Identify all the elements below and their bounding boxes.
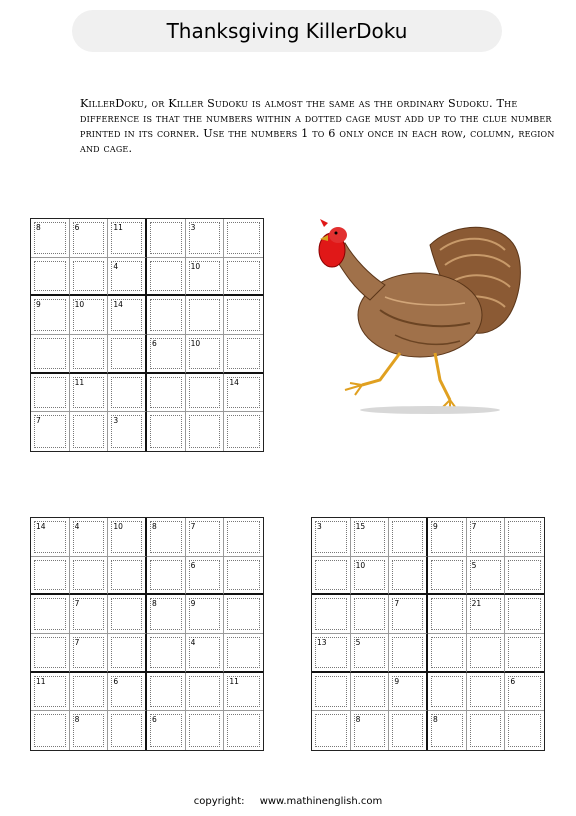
cage-outline	[354, 598, 386, 630]
copyright-site: www.mathinenglish.com	[259, 796, 383, 807]
grid-cell[interactable]	[31, 412, 70, 451]
cage-outline	[315, 598, 347, 630]
cage-clue: 11	[36, 676, 46, 686]
cage-outline	[73, 415, 105, 448]
copyright-label: copyright:	[193, 796, 245, 807]
cage-outline	[227, 598, 260, 630]
grid-cell[interactable]	[312, 673, 351, 712]
grid-cell[interactable]	[389, 711, 428, 750]
cage-clue: 8	[74, 715, 80, 725]
grid-cell[interactable]	[108, 219, 147, 258]
grid-cell[interactable]	[224, 673, 263, 712]
grid-cell[interactable]	[31, 634, 70, 673]
cage-clue: 6	[510, 676, 516, 686]
cage-clue: 21	[471, 599, 482, 609]
cage-clue: 5	[471, 560, 477, 570]
cage-outline	[111, 637, 142, 668]
instructions-text: KillerDoku, or Killer Sudoku is almost the same as the ordinary Sudoku. The difference is that the numbers within a dotted cage must add up to the clue number printed in its corner. Use the numbers 1 to 6 only once in each row, column, region and cage.	[80, 97, 555, 155]
cage-outline	[34, 714, 66, 747]
grid-cell[interactable]	[147, 258, 186, 297]
cage-outline	[431, 560, 463, 591]
grid-cell[interactable]	[351, 673, 390, 712]
cage-outline	[354, 676, 386, 708]
grid-cell[interactable]	[351, 557, 390, 596]
grid-cell[interactable]	[31, 374, 70, 413]
cage-outline	[227, 714, 260, 747]
cage-outline	[73, 560, 105, 591]
cage-outline	[431, 637, 463, 668]
grid-cell[interactable]	[467, 557, 506, 596]
cage-outline	[227, 560, 260, 591]
grid-cell[interactable]	[147, 673, 186, 712]
grid-cell[interactable]	[505, 557, 544, 596]
cage-clue: 7	[74, 599, 80, 609]
grid-cell[interactable]	[312, 595, 351, 634]
cage-clue: 14	[229, 377, 239, 387]
cage-clue: 7	[394, 599, 400, 609]
cage-clue: 10	[113, 522, 123, 531]
grid-cell[interactable]	[70, 557, 109, 596]
grid-cell[interactable]	[351, 595, 390, 634]
grid-cell[interactable]	[70, 374, 109, 413]
grid-cell[interactable]	[31, 518, 70, 557]
grid-cell[interactable]	[428, 595, 467, 634]
cage-clue: 11	[74, 377, 85, 387]
cage-outline	[111, 338, 142, 369]
grid-cell[interactable]	[389, 518, 428, 557]
cage-clue: 10	[74, 300, 85, 310]
cage-outline	[189, 676, 221, 708]
cage-clue: 6	[152, 339, 157, 348]
grid-cell[interactable]	[186, 557, 225, 596]
cage-outline	[508, 637, 541, 668]
cage-clue: 6	[113, 676, 119, 686]
grid-cell[interactable]	[428, 557, 467, 596]
cage-outline	[150, 415, 182, 448]
cage-outline	[111, 598, 142, 630]
cage-clue: 8	[433, 715, 438, 725]
cage-clue: 6	[190, 560, 196, 570]
grid-cell[interactable]	[147, 557, 186, 596]
cage-outline	[392, 714, 423, 747]
cage-clue: 8	[152, 522, 157, 531]
cage-outline	[150, 222, 182, 254]
grid-cell[interactable]	[186, 634, 225, 673]
grid-cell[interactable]	[186, 673, 225, 712]
grid-cell[interactable]	[351, 634, 390, 673]
grid-cell[interactable]	[351, 518, 390, 557]
grid-cell[interactable]	[186, 374, 225, 413]
cage-clue: 4	[113, 261, 119, 271]
grid-cell[interactable]	[351, 711, 390, 750]
cage-outline	[508, 714, 541, 747]
grid-cell[interactable]	[70, 634, 109, 673]
cage-outline	[150, 676, 182, 708]
grid-cell[interactable]	[186, 518, 225, 557]
cage-clue: 14	[113, 300, 123, 310]
cage-outline	[150, 299, 182, 331]
grid-cell[interactable]	[70, 258, 109, 297]
cage-clue: 7	[471, 522, 477, 531]
killerdoku-grid-3	[311, 517, 545, 751]
grid-cell[interactable]	[224, 374, 263, 413]
cage-outline	[470, 637, 502, 668]
cage-outline	[227, 521, 260, 553]
grid-cell[interactable]	[505, 711, 544, 750]
cage-clue: 4	[74, 522, 80, 531]
cage-outline	[227, 637, 260, 668]
cage-clue: 9	[36, 300, 41, 310]
grid-cell[interactable]	[108, 557, 147, 596]
cage-outline	[392, 521, 423, 553]
cage-outline	[227, 415, 260, 448]
cage-outline	[508, 521, 541, 553]
grid-cell[interactable]	[428, 518, 467, 557]
grid-cell[interactable]	[505, 634, 544, 673]
grid-cell[interactable]	[224, 335, 263, 374]
cage-outline	[392, 560, 423, 591]
cage-outline	[34, 338, 66, 369]
grid-cell[interactable]	[147, 335, 186, 374]
grid-cell[interactable]	[312, 557, 351, 596]
cage-clue: 6	[74, 223, 80, 232]
cage-clue: 7	[190, 522, 196, 531]
cage-clue: 3	[317, 522, 322, 531]
grid-cell[interactable]	[312, 634, 351, 673]
grid-cell[interactable]	[186, 595, 225, 634]
cage-outline	[189, 714, 221, 747]
grid-cell[interactable]	[31, 673, 70, 712]
cage-outline	[189, 299, 221, 331]
cage-outline	[227, 222, 260, 254]
grid-cell[interactable]	[467, 595, 506, 634]
grid-cell[interactable]	[108, 673, 147, 712]
cage-clue: 7	[74, 638, 80, 647]
cage-clue: 9	[190, 599, 196, 609]
cage-outline	[189, 415, 221, 448]
cage-outline	[73, 676, 105, 708]
cage-outline	[111, 377, 142, 409]
killerdoku-grid-1	[30, 218, 264, 452]
cage-clue: 10	[190, 261, 201, 271]
grid-cell[interactable]	[505, 518, 544, 557]
cage-outline	[315, 714, 347, 747]
cage-clue: 3	[113, 416, 119, 426]
cage-outline	[508, 598, 541, 630]
grid-cell[interactable]	[108, 258, 147, 297]
grid-cell[interactable]	[389, 595, 428, 634]
cage-clue: 4	[190, 638, 196, 647]
grid-cell[interactable]	[467, 673, 506, 712]
grid-cell[interactable]	[224, 518, 263, 557]
grid-cell[interactable]	[108, 634, 147, 673]
grid-cell[interactable]	[224, 258, 263, 297]
grid-cell[interactable]	[389, 673, 428, 712]
grid-cell[interactable]	[147, 296, 186, 335]
cage-outline	[392, 637, 423, 668]
cage-clue: 3	[190, 223, 196, 232]
grid-cell[interactable]	[108, 595, 147, 634]
cage-clue: 11	[229, 676, 239, 686]
grid-cell[interactable]	[31, 258, 70, 297]
grid-cell[interactable]	[224, 296, 263, 335]
cage-outline	[189, 377, 221, 409]
grid-cell[interactable]	[389, 634, 428, 673]
cage-clue: 14	[36, 522, 46, 531]
cage-outline	[150, 261, 182, 292]
grid-cell[interactable]	[31, 335, 70, 374]
cage-outline	[150, 377, 182, 409]
cage-outline	[34, 261, 66, 292]
cage-outline	[470, 714, 502, 747]
grid-cell[interactable]	[224, 634, 263, 673]
grid-cell[interactable]	[186, 412, 225, 451]
cage-outline	[227, 338, 260, 369]
grid-cell[interactable]	[186, 711, 225, 750]
cage-clue: 5	[355, 638, 361, 647]
grid-cell[interactable]	[108, 412, 147, 451]
grid-cell[interactable]	[108, 518, 147, 557]
grid-cell[interactable]	[31, 711, 70, 750]
killerdoku-grid-2	[30, 517, 264, 751]
grid-cell[interactable]	[31, 557, 70, 596]
grid-cell[interactable]	[147, 634, 186, 673]
cage-outline	[431, 598, 463, 630]
cage-outline	[150, 560, 182, 591]
grid-cell[interactable]	[147, 374, 186, 413]
cage-clue: 7	[36, 416, 41, 426]
cage-outline	[315, 560, 347, 591]
grid-cell[interactable]	[428, 673, 467, 712]
cage-clue: 10	[355, 560, 366, 570]
grid-cell[interactable]	[70, 711, 109, 750]
grid-cell[interactable]	[467, 711, 506, 750]
cage-clue: 8	[152, 599, 157, 609]
grid-cell[interactable]	[467, 634, 506, 673]
grid-cell[interactable]	[428, 634, 467, 673]
grid-cell[interactable]	[224, 595, 263, 634]
grid-cell[interactable]	[312, 518, 351, 557]
cage-outline	[227, 299, 260, 331]
grid-cell[interactable]	[70, 412, 109, 451]
grid-cell[interactable]	[224, 412, 263, 451]
grid-cell[interactable]	[70, 518, 109, 557]
cage-clue: 9	[433, 522, 438, 531]
grid-cell[interactable]	[505, 595, 544, 634]
grid-cell[interactable]	[31, 595, 70, 634]
grid-cell[interactable]	[186, 335, 225, 374]
grid-cell[interactable]	[70, 219, 109, 258]
cage-clue: 6	[152, 715, 157, 725]
grid-cell[interactable]	[312, 711, 351, 750]
cage-clue: 15	[355, 522, 366, 531]
grid-cell[interactable]	[70, 335, 109, 374]
grid-cell[interactable]	[70, 296, 109, 335]
cage-outline	[227, 261, 260, 292]
grid-cell[interactable]	[108, 374, 147, 413]
cage-outline	[73, 261, 105, 292]
cage-clue: 10	[190, 339, 201, 348]
grid-cell[interactable]	[108, 296, 147, 335]
grid-cell[interactable]	[70, 595, 109, 634]
cage-outline	[34, 560, 66, 591]
cage-outline	[150, 637, 182, 668]
grid-cell[interactable]	[147, 219, 186, 258]
cage-outline	[111, 714, 142, 747]
grid-cell[interactable]	[467, 518, 506, 557]
grid-cell[interactable]	[147, 711, 186, 750]
cage-outline	[111, 560, 142, 591]
grid-cell[interactable]	[389, 557, 428, 596]
grid-cell[interactable]	[505, 673, 544, 712]
cage-outline	[431, 676, 463, 708]
cage-outline	[315, 676, 347, 708]
grid-cell[interactable]	[31, 219, 70, 258]
grid-cell[interactable]	[428, 711, 467, 750]
copyright-footer	[0, 796, 576, 807]
cage-clue: 13	[317, 638, 327, 647]
worksheet-title: Thanksgiving KillerDoku	[72, 10, 502, 52]
grid-cell[interactable]	[31, 296, 70, 335]
cage-outline	[508, 560, 541, 591]
cage-outline	[34, 637, 66, 668]
cage-outline	[73, 338, 105, 369]
grid-cell[interactable]	[70, 673, 109, 712]
grid-cell[interactable]	[224, 557, 263, 596]
grid-cell[interactable]	[186, 219, 225, 258]
turkey-icon	[300, 205, 530, 420]
cage-outline	[470, 676, 502, 708]
grid-cell[interactable]	[147, 412, 186, 451]
grid-cell[interactable]	[186, 258, 225, 297]
grid-cell[interactable]	[224, 711, 263, 750]
grid-cell[interactable]	[108, 335, 147, 374]
cage-clue: 9	[394, 676, 400, 686]
cage-clue: 11	[113, 223, 123, 232]
grid-cell[interactable]	[186, 296, 225, 335]
cage-outline	[34, 377, 66, 409]
grid-cell[interactable]	[147, 518, 186, 557]
grid-cell[interactable]	[147, 595, 186, 634]
grid-cell[interactable]	[224, 219, 263, 258]
grid-cell[interactable]	[108, 711, 147, 750]
cage-clue: 8	[36, 223, 41, 232]
cage-clue: 8	[355, 715, 361, 725]
cage-outline	[34, 598, 66, 630]
